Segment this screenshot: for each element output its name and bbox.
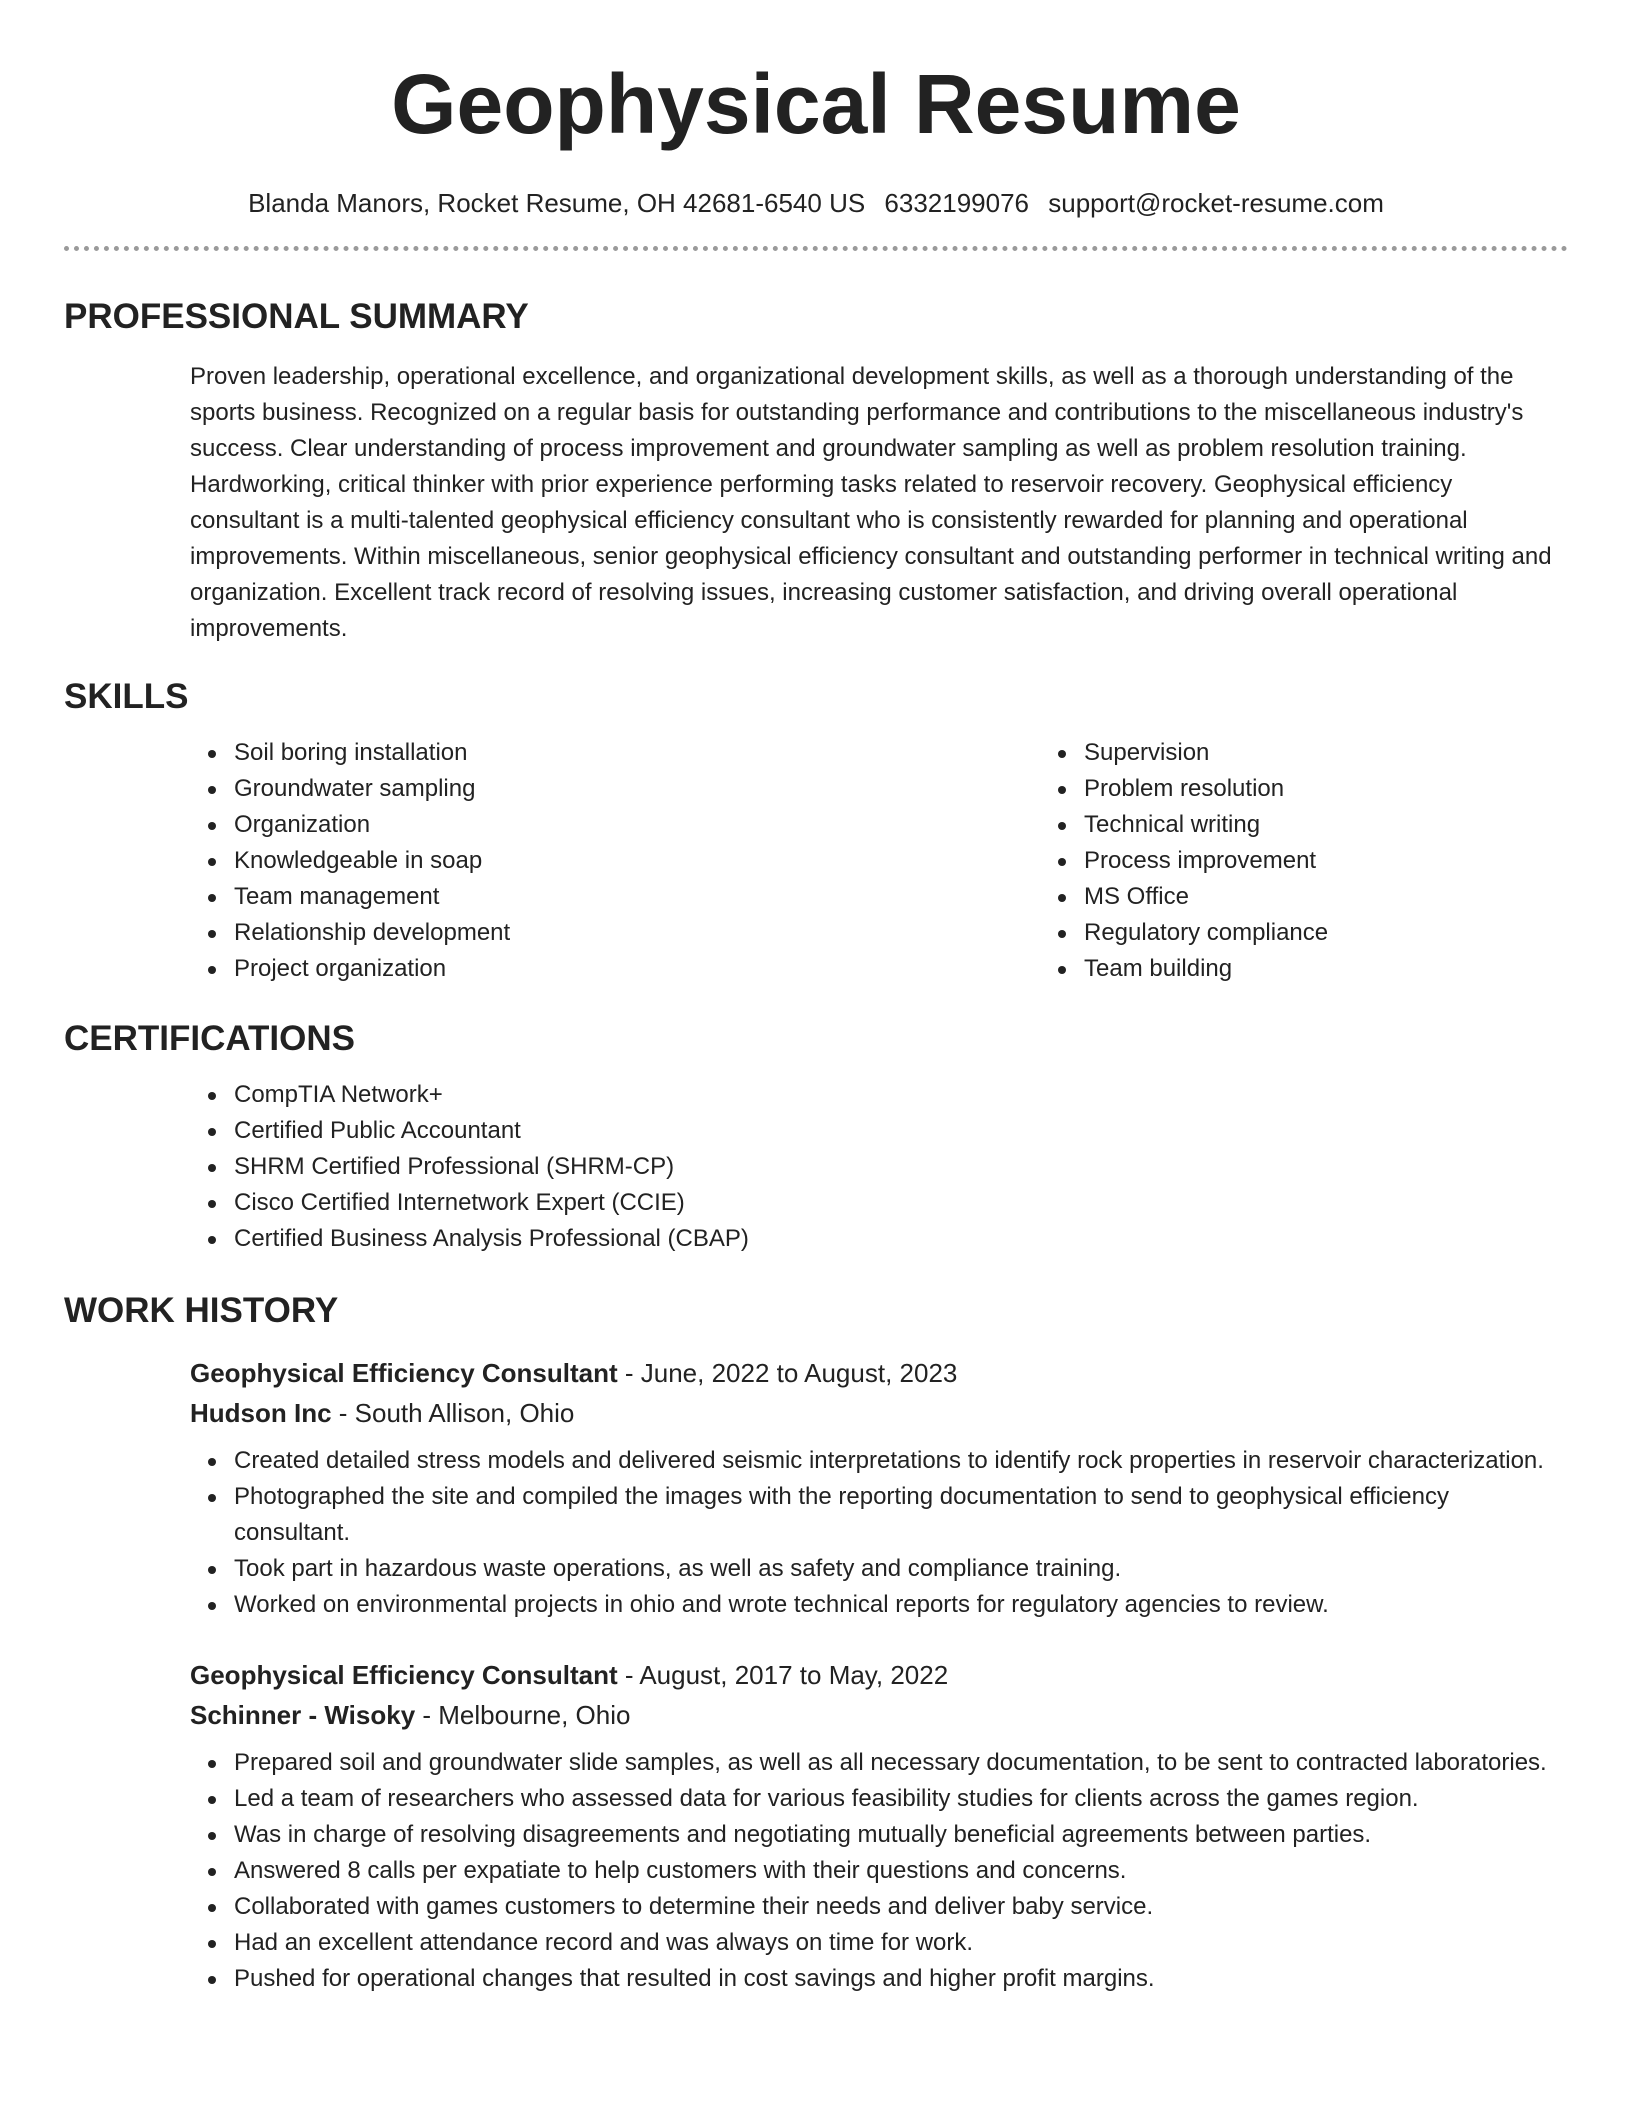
- resume-title: Geophysical Resume: [391, 57, 1241, 151]
- job-bullet: Created detailed stress models and delivered seismic interpretations to identify rock properties in reservoir characterization.: [234, 1443, 1568, 1479]
- skill-item: Supervision: [1084, 735, 1328, 771]
- skills-list-left: [64, 735, 914, 987]
- job-company-line: [190, 1695, 1568, 1735]
- skill-item: Organization: [234, 807, 914, 843]
- certification-item: Certified Business Analysis Professional (CBAP): [234, 1221, 1568, 1257]
- job-entry: [190, 1655, 1568, 1997]
- job-location: - Melbourne, Ohio: [415, 1700, 631, 1730]
- job-bullet: Had an excellent attendance record and was always on time for work.: [234, 1925, 1568, 1961]
- skill-item: Soil boring installation: [234, 735, 914, 771]
- certification-item: CompTIA Network+: [234, 1077, 1568, 1113]
- job-dates: - June, 2022 to August, 2023: [617, 1358, 958, 1388]
- job-title-line: [190, 1353, 1568, 1393]
- job-bullet: Was in charge of resolving disagreements and negotiating mutually beneficial agreements between parties.: [234, 1817, 1568, 1853]
- job-company: Schinner - Wisoky: [190, 1700, 416, 1730]
- job-bullet: Led a team of researchers who assessed data for various feasibility studies for clients across the games region.: [234, 1781, 1568, 1817]
- contact-email: support@rocket-resume.com: [1048, 188, 1384, 218]
- skills-list-right: [914, 735, 1328, 987]
- skill-item: Technical writing: [1084, 807, 1328, 843]
- skill-item: Regulatory compliance: [1084, 915, 1328, 951]
- job-bullet: Pushed for operational changes that resulted in cost savings and higher profit margins.: [234, 1961, 1568, 1997]
- job-bullet: Photographed the site and compiled the images with the reporting documentation to send to geophysical efficiency consultant.: [234, 1479, 1568, 1551]
- job-company: Hudson Inc: [190, 1398, 332, 1428]
- job-bullet: Answered 8 calls per expatiate to help customers with their questions and concerns.: [234, 1853, 1568, 1889]
- job-bullet: Collaborated with games customers to determine their needs and deliver baby service.: [234, 1889, 1568, 1925]
- certification-item: Cisco Certified Internetwork Expert (CCIE): [234, 1185, 1568, 1221]
- certification-item: Certified Public Accountant: [234, 1113, 1568, 1149]
- skill-item: Team building: [1084, 951, 1328, 987]
- skill-item: Problem resolution: [1084, 771, 1328, 807]
- skill-item: Relationship development: [234, 915, 914, 951]
- contact-line: [64, 186, 1568, 220]
- job-entry: [190, 1353, 1568, 1623]
- job-company-line: [190, 1393, 1568, 1433]
- section-heading-work-history: WORK HISTORY: [64, 1291, 339, 1330]
- section-heading-skills: SKILLS: [64, 677, 189, 716]
- summary-text: Proven leadership, operational excellence, and organizational development skills, as well as a thorough understanding of the sports business. Recognized on a regular basis for outstanding performance and contributions to the miscellaneous industry's success. Clear understanding of process improvement and groundwater sampling as well as problem resolution training. Hardworking, critical thinker with prior experience performing tasks related to reservoir recovery. Geophysical efficiency consultant is a multi-talented geophysical efficiency consultant who is consistently rewarded for planning and operational improvements. Within miscellaneous, senior geophysical efficiency consultant and outstanding performer in technical writing and organization. Excellent track record of resolving issues, increasing customer satisfaction, and driving overall operational improvements.: [190, 363, 1552, 642]
- job-bullet-list: [190, 1745, 1568, 1997]
- certifications-list: [64, 1077, 1568, 1257]
- skill-item: Groundwater sampling: [234, 771, 914, 807]
- job-bullet: Prepared soil and groundwater slide samples, as well as all necessary documentation, to be sent to contracted laboratories.: [234, 1745, 1568, 1781]
- skill-item: Knowledgeable in soap: [234, 843, 914, 879]
- job-bullet-list: [190, 1443, 1568, 1623]
- job-title: Geophysical Efficiency Consultant: [190, 1660, 618, 1690]
- skills-grid: [64, 735, 1568, 987]
- skill-item: Team management: [234, 879, 914, 915]
- job-dates: - August, 2017 to May, 2022: [617, 1660, 949, 1690]
- section-heading-certifications: CERTIFICATIONS: [64, 1019, 356, 1058]
- header-divider: [64, 246, 1568, 251]
- skill-item: MS Office: [1084, 879, 1328, 915]
- contact-phone: 6332199076: [884, 188, 1030, 218]
- job-bullet: Took part in hazardous waste operations, as well as safety and compliance training.: [234, 1551, 1568, 1587]
- certification-item: SHRM Certified Professional (SHRM-CP): [234, 1149, 1568, 1185]
- resume-page: [64, 0, 1568, 1997]
- contact-address: Blanda Manors, Rocket Resume, OH 42681-6540 US: [248, 188, 866, 218]
- skill-item: Project organization: [234, 951, 914, 987]
- job-bullet: Worked on environmental projects in ohio and wrote technical reports for regulatory agencies to review.: [234, 1587, 1568, 1623]
- job-title: Geophysical Efficiency Consultant: [190, 1358, 618, 1388]
- skill-item: Process improvement: [1084, 843, 1328, 879]
- job-location: - South Allison, Ohio: [331, 1398, 575, 1428]
- job-title-line: [190, 1655, 1568, 1695]
- section-heading-summary: PROFESSIONAL SUMMARY: [64, 297, 529, 336]
